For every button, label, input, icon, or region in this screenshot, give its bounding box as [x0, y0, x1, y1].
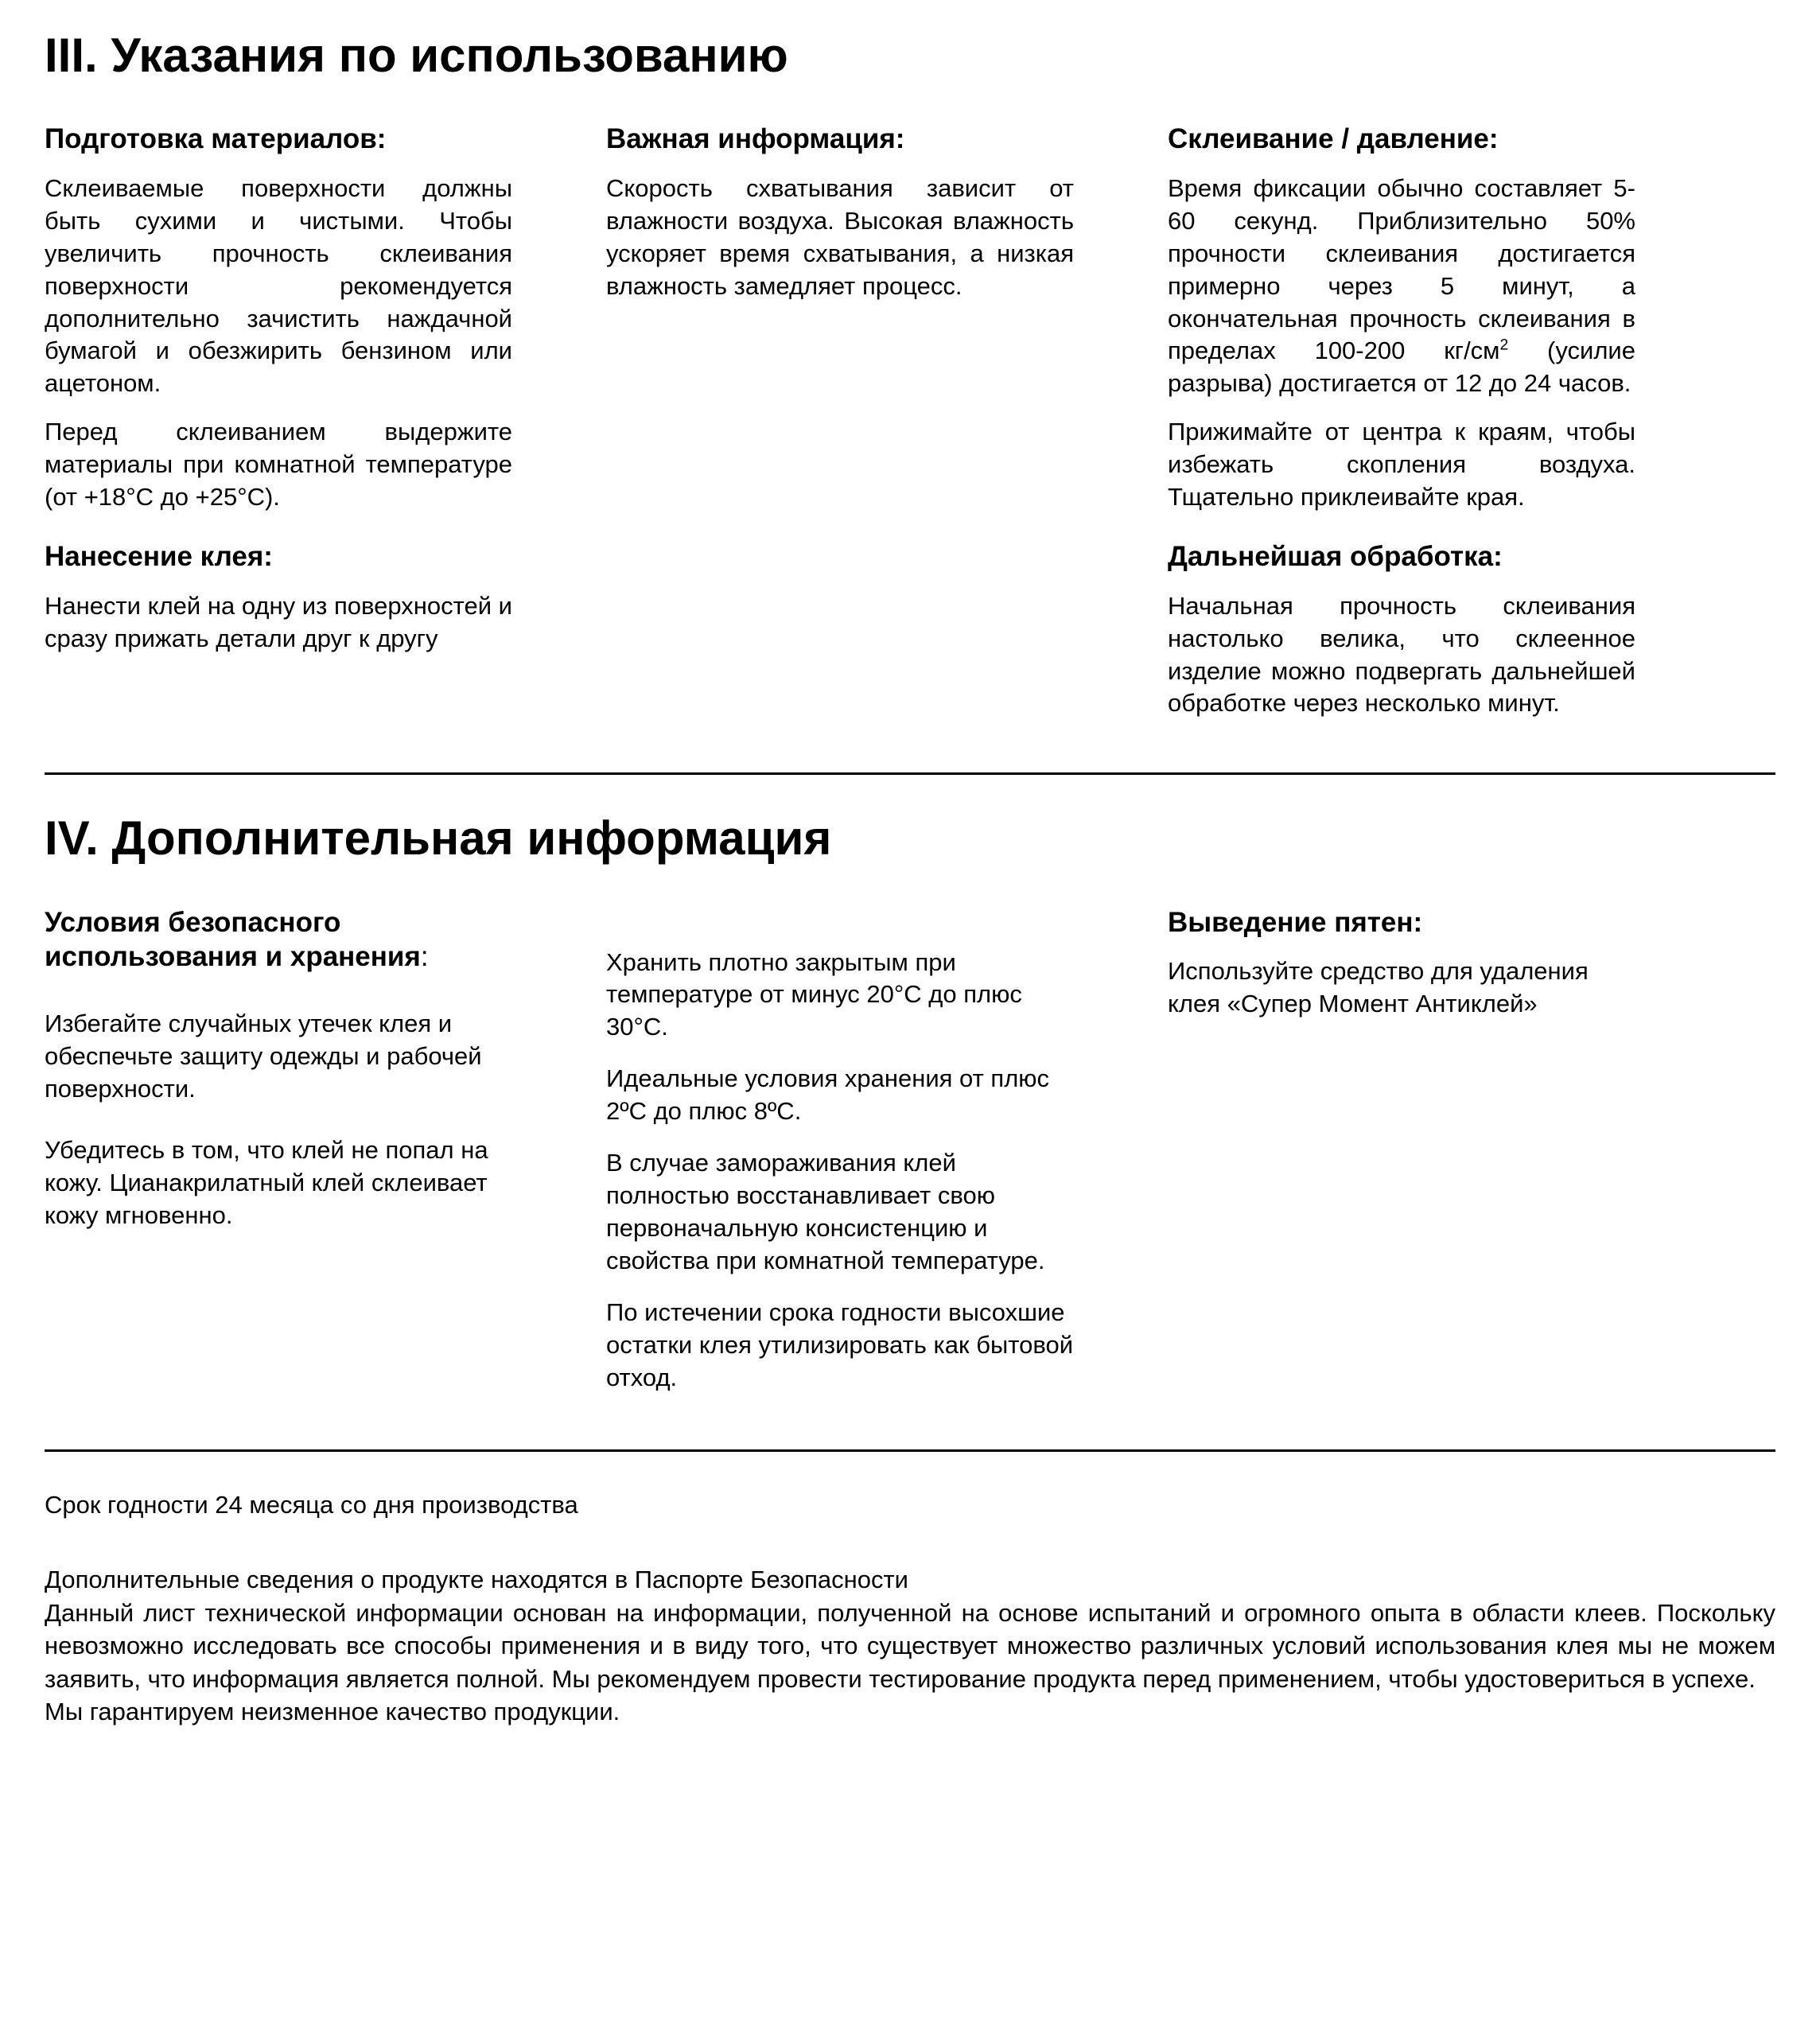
document-footer	[45, 1488, 1775, 1728]
heading-stain-removal: Выведение пятен:	[1168, 906, 1423, 938]
quality-guarantee-text: Мы гарантируем неизменное качество продукции.	[45, 1698, 620, 1726]
paragraph-avoid-leaks: Избегайте случайных утечек клея и обеспечьте защиту одежды и рабочей поверхности.	[45, 1010, 482, 1103]
heading-safe-use-storage	[45, 905, 512, 975]
paragraph-clean-surfaces: Склеиваемые поверхности должны быть сухими и чистыми. Чтобы увеличить прочность склеивания поверхности рекомендуется дополнительно зачистить наждачной бумагой и обезжирить бензином или ацетоном.	[45, 173, 512, 398]
section-usage-instructions	[45, 29, 1775, 736]
heading-important-information: Важная информация:	[606, 123, 905, 155]
heading-safe-use-storage-text: Условия безопасного использования и хранения	[45, 906, 421, 973]
fixation-text-before-sup: Время фиксации обычно составляет 5-60 секунд. Приблизительно 50% прочности склеивания достигается примерно через 5 минут, а окончательная прочность склеивания в пределах 100-200 кг/см	[1168, 173, 1635, 365]
paragraph-fixation-time	[1168, 173, 1635, 400]
paragraph-further-processing: Начальная прочность склеивания настолько велика, что склеенное изделие можно подвергать дальнейшей обработке через несколько минут.	[1168, 591, 1635, 718]
col-stain-removal	[1168, 905, 1635, 1021]
paragraph-skin-warning: Убедитесь в том, что клей не попал на кожу. Цианакрилатный клей склеивает кожу мгновенно.	[45, 1135, 488, 1229]
heading-glue-application: Нанесение клея:	[45, 541, 273, 572]
paragraph-glue-application: Нанести клей на одну из поверхностей и сразу прижать детали друг к другу	[45, 591, 512, 652]
heading-further-processing: Дальнейшая обработка:	[1168, 541, 1503, 572]
section4-columns	[45, 905, 1775, 1414]
paragraph-stain-removal: Используйте средство для удаления клея «Супер Момент Антиклей»	[1168, 957, 1589, 1018]
paragraph-ideal-storage: Идеальные условия хранения от плюс 2ºС до плюс 8ºС.	[606, 1064, 1050, 1126]
heading-safe-use-storage-colon: :	[420, 941, 429, 973]
disclaimer-text: Данный лист технической информации основан на информации, полученной на основе испытаний и огромного опыта в области клеев. Поскольку невозможно исследовать все способы применения и в виду того, что существует множество различных условий использования клея мы не можем заявить, что информация является полной. Мы рекомендуем провести тестирование продукта перед применением, чтобы удостовериться в успехе.	[45, 1598, 1775, 1693]
heading-bonding-pressure: Склеивание / давление:	[1168, 123, 1499, 155]
fixation-text-after-sup: (усилие разрыва) достигается от 12 до 24 часов.	[1168, 337, 1635, 398]
col-storage-conditions	[606, 905, 1074, 1414]
paragraph-disposal: По истечении срока годности высохшие остатки клея утилизировать как бытовой отход.	[606, 1297, 1074, 1391]
section3-title: III. Указания по использованию	[45, 29, 788, 82]
shelf-life-text: Срок годности 24 месяца со дня производства	[45, 1491, 578, 1519]
divider-1	[45, 772, 1775, 775]
paragraph-setting-speed: Скорость схватывания зависит от влажности воздуха. Высокая влажность ускоряет время схватывания, а низкая влажность замедляет процесс.	[606, 173, 1074, 300]
col-material-preparation	[45, 122, 512, 671]
heading-material-preparation: Подготовка материалов:	[45, 123, 387, 155]
section3-columns	[45, 122, 1775, 736]
paragraph-storage-closed: Хранить плотно закрытым при температуре от минус 20°С до плюс 30°С.	[606, 947, 1022, 1041]
paragraph-press-from-center: Прижимайте от центра к краям, чтобы избежать скопления воздуха. Тщательно приклеивайте края.	[1168, 418, 1635, 512]
paragraph-room-temperature: Перед склеиванием выдержите материалы при комнатной температуре (от +18°С до +25°С).	[45, 418, 512, 512]
col-important-information	[606, 122, 1074, 318]
section4-title: IV. Дополнительная информация	[45, 811, 832, 866]
section-additional-information	[45, 811, 1775, 1413]
col-bonding-pressure	[1168, 122, 1635, 736]
safety-sheet-text: Дополнительные сведения о продукте находятся в Паспорте Безопасности	[45, 1565, 908, 1593]
superscript-2: 2	[1499, 337, 1509, 355]
divider-2	[45, 1449, 1775, 1452]
col-safe-use-storage	[45, 905, 512, 1261]
paragraph-freezing: В случае замораживания клей полностью восстанавливает свою первоначальную консистенцию и свойства при комнатной температуре.	[606, 1149, 1045, 1274]
